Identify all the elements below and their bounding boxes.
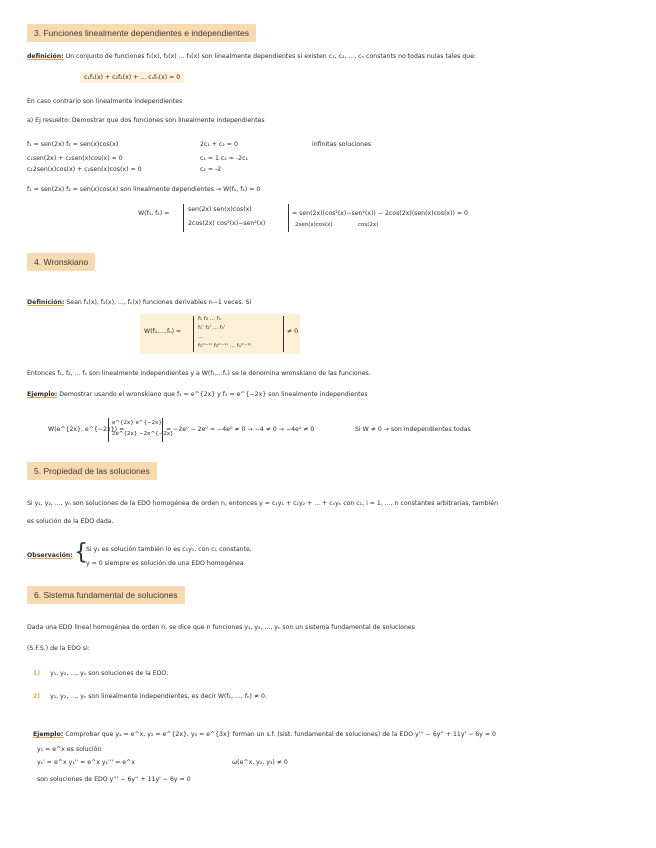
matrix-row-2: f₁' f₂' ... fₙ' [198,325,226,331]
sec6-example-line-2a: y₁' = e^x y₁'' = e^x y₁''' = e^x [37,759,135,766]
wronskian-row-1: sen(2x) sen(x)cos(x) [188,206,252,213]
example-conclusion: Si W ≠ 0 → son independientes todas [355,426,471,433]
matrix-bar-left [193,316,194,352]
matrix-row-1: f₁ f₂ ... fₙ [198,316,221,322]
wronskian-bar-right [288,204,289,232]
example-label: Ejemplo: [33,731,64,738]
sec6-example-line-2b: ω(e^x, y₂, y₃) ≠ 0 [232,759,288,766]
observation-2: y = 0 siempre es solución de una EDO homogénea. [86,560,246,567]
example-line-1c: infinitas soluciones [312,141,372,148]
section-5-title: 5. Propiedad de las soluciones [27,462,157,480]
example-line-4a: f₁ = sen(2x) f₂ = sen(x)cos(x) son linealmente dependientes → W(f₁, f₂) = 0 [27,186,261,193]
section-3-title: 3. Funciones linealmente dependientes e independientes [27,24,256,42]
example-text: Demostrar usando el wronskiano que f₁ = e^{2x} y f₂ = e^{−2x} son linealmente independientes [59,391,368,398]
item-1-mark: 1) [33,670,41,677]
sec4-then: Entonces f₁, f₂, ... fₙ son linealmente independientes y a W(f₁,...fₙ) se le denomina wronskiano de las funciones. [27,370,371,377]
example-line-3a: c₁2sen(x)cos(x) + c₂sen(x)cos(x) = 0 [27,166,142,173]
definition-equation: c₁f₁(x) + c₂f₂(x) + ... cₙfₙ(x) = 0 [80,72,184,83]
wronskian-bar-left [183,204,184,232]
item-2-text: y₁, y₂, ..., yₙ son linealmente independientes, es decir W(f₁, ..., fₙ) ≠ 0. [50,693,267,700]
wronskian-rhs: = sen(2x)(cos²(x)−sen²(x)) − 2cos(2x)(sen(x)cos(x)) = 0 [292,210,468,217]
example-text: Comprobar que y₁ = e^x, y₂ = e^{2x}, y₃ = e^{3x} forman un s.f. (sist. fundamental de soluciones) de la EDO y''' − 6y'' + 11y' − 6y = 0 [65,731,496,738]
sec6-item-1 [33,670,168,677]
sec5-text-2: es solución de la EDO dada. [27,518,114,525]
section-6-title: 6. Sistema fundamental de soluciones [27,586,185,604]
example-bar-right [162,418,163,442]
matrix-row-4: f₁⁽ⁿ⁻¹⁾ f₂⁽ⁿ⁻¹⁾ ... fₙ⁽ⁿ⁻¹⁾ [198,343,251,349]
observation-1: Si y₁ es solución también lo es c₁y₁, con c₁ constante, [86,546,252,553]
example-label: Ejemplo: [27,391,58,398]
sec5-text-1: Si y₁, y₂, ..., yₙ son soluciones de la EDO homogénea de orden n, entonces y = c₁y₁ + c₂y₂ + ... + cₙyₙ con c₁, i = 1, ..., n constantes arbitrarias, también [27,500,498,507]
example-line-2a: c₁sen(2x) + c₂sen(x)cos(x) = 0 [27,155,123,162]
definition-text: Sean f₁(x), f₂(x), ..., fₙ(x) funciones derivables n−1 veces. Si [66,299,252,306]
example-line-1b: 2c₁ + c₂ = 0 [200,141,238,148]
matrix-bar-right [283,316,284,352]
example-row-2: 2e^{2x} −2e^{−2x} [112,431,174,437]
sec3-contrary: En caso contrario son linealmente independientes [27,98,183,105]
wronskian-row-2: 2cos(2x) cos²(x)−sen²(x) [188,220,266,227]
section-4-title: 4. Wronskiano [27,253,95,271]
definition-label: Definición: [27,299,65,306]
sec6-item-2 [33,693,267,700]
item-2-mark: 2) [33,693,41,700]
sec6-example-line-1: y₁ = e^x es solución [37,746,102,753]
example-bar-left [108,418,109,442]
example-w-lhs: W(e^{2x}, e^{−2x}) = [48,426,125,433]
sec4-definition [27,299,251,306]
wronskian-under-2: cos(2x) [358,222,379,228]
matrix-rhs: ≠ 0 [287,328,299,335]
sec6-text-1: Dada una EDO lineal homogénea de orden n, se dice que n funciones y₁, y₂, ..., yₙ son un sistema fundamental de soluciones [27,624,415,631]
wronskian-under-1: 2sen(x)cos(x) [295,222,333,228]
example-line-2b: c₁ = 1 c₂ = -2c₁ [200,155,248,162]
example-line-1a: f₁ = sen(2x) f₂ = sen(x)cos(x) [27,141,119,148]
sec4-example [27,391,368,398]
wronskian-lhs: W(f₁, f₂) = [138,210,170,217]
observation-brace: { [74,540,88,565]
item-1-text: y₁, y₂, ..., yₙ son soluciones de la EDO, [50,670,169,677]
definition-text: Un conjunto de funciones f₁(x), f₂(x) ... f₃(x) son linealmente dependientes si existen c₁, c₂, ..., cₙ constants no todas nulas tales que: [65,53,477,60]
observation-label-text: Observación: [27,552,73,559]
observation-label [27,552,73,559]
example-line-3b: c₂ = -2 [200,166,222,173]
example-row-1: e^{2x} e^{−2x} [112,420,162,426]
sec6-example-line-3: son soluciones de EDO y''' − 6y'' + 11y' − 6y = 0 [37,776,191,783]
sec3-definition [27,53,476,60]
matrix-row-3: ... [198,334,204,340]
example-w-rhs: = −2e⁰ − 2e⁰ = −4e⁰ ≠ 0 → −4 ≠ 0 → −4e⁰ ≠ 0 [166,426,315,433]
matrix-lhs: W(f₁,...,fₙ) = [144,328,182,335]
definition-label: definición: [27,53,64,60]
sec6-text-2: (S.F.S.) de la EDO si: [27,645,90,652]
sec3-example-a: a) Ej resuelto: Demostrar que dos funciones son linealmente independientes [27,117,265,124]
sec6-example [33,731,496,738]
